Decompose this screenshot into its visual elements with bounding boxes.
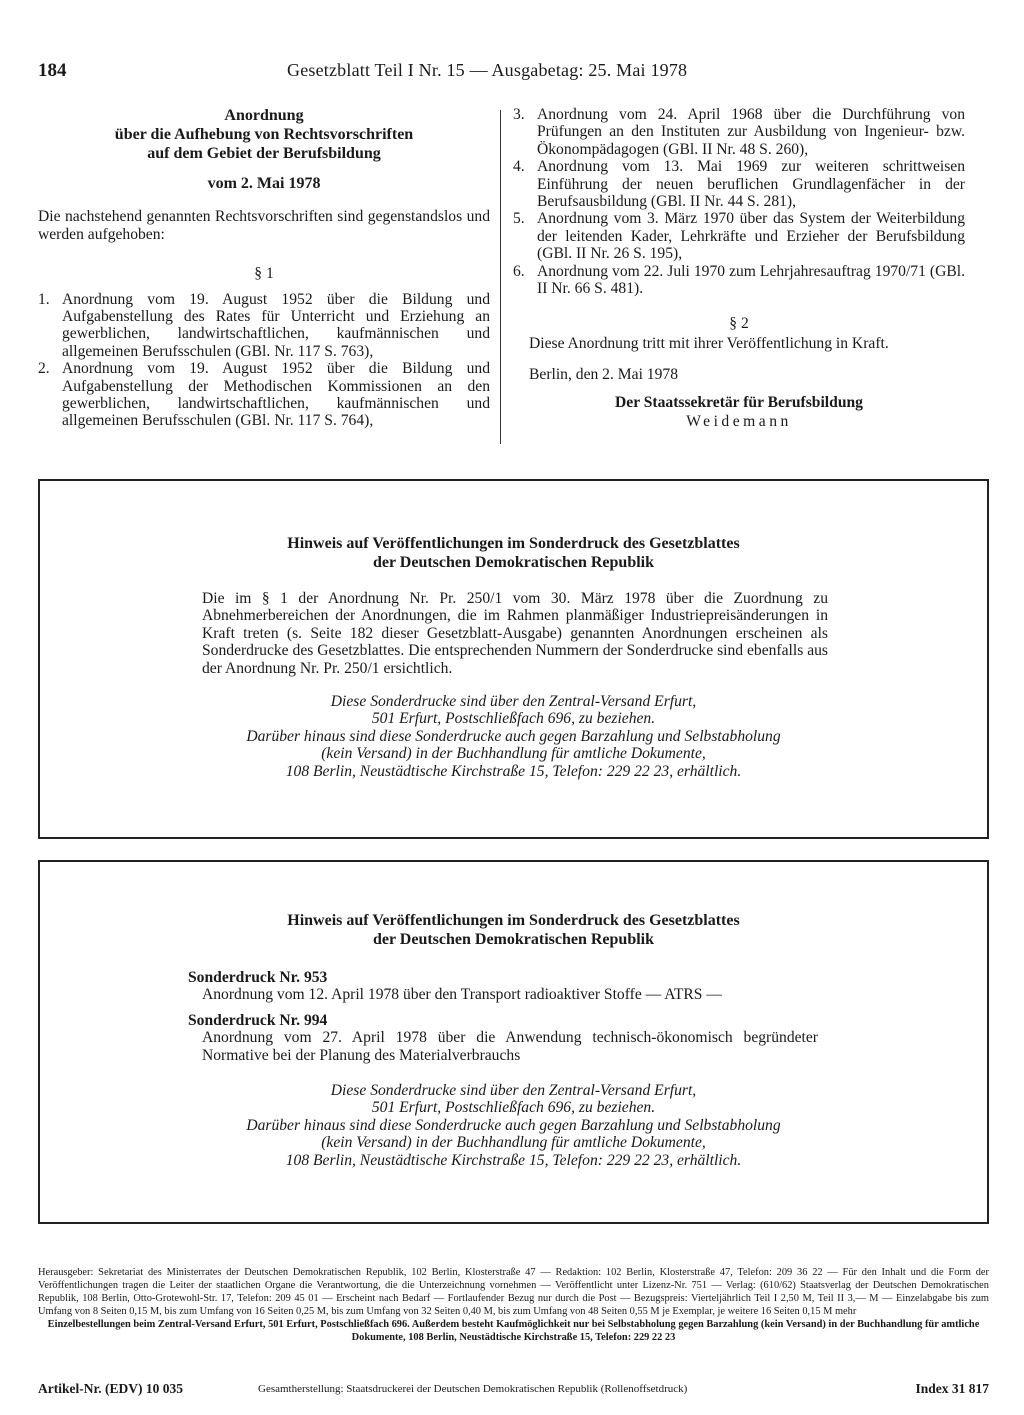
article-number: Artikel-Nr. (EDV) 10 035 [38, 1381, 183, 1396]
list-item-number: 6. [513, 262, 525, 280]
signatory-name: Weidemann [686, 413, 792, 431]
list-item-text: Anordnung vom 22. Juli 1970 zum Lehrjahresauftrag 1970/71 (GBl. II Nr. 66 S. 481). [537, 262, 965, 298]
ordinance-right-column [513, 106, 965, 431]
notice-1-heading [40, 534, 987, 572]
list-item [38, 360, 490, 430]
running-title: Gesetzblatt Teil I Nr. 15 — Ausgabetag: 25. Mai 1978 [287, 60, 688, 80]
page-number: 184 [38, 60, 67, 81]
list-item-number: 1. [38, 290, 50, 308]
special-print-1-label: Sonderdruck Nr. 953 [188, 969, 328, 986]
index-number: Index 31 817 [915, 1381, 989, 1396]
order-info-line: 501 Erfurt, Postschließfach 696, zu beziehen. [371, 710, 656, 728]
list-item-number: 5. [513, 210, 525, 228]
order-info-line: 108 Berlin, Neustädtische Kirchstraße 15, Telefon: 229 22 23, erhältlich. [285, 1151, 742, 1169]
notice-2-heading-line-1: Hinweis auf Veröffentlichungen im Sonderdruck des Gesetzblattes [287, 912, 740, 929]
notice-box-2 [38, 860, 989, 1224]
order-info-line: 108 Berlin, Neustädtische Kirchstraße 15, Telefon: 229 22 23, erhältlich. [285, 762, 742, 780]
order-info-line: 501 Erfurt, Postschließfach 696, zu beziehen. [371, 1099, 656, 1117]
imprint-text: Herausgeber: Sekretariat des Ministerrates der Deutschen Demokratischen Republik, 102 Berlin, Klosterstraße 47 — Redaktion: 102 Berlin, Klosterstraße 47, Telefon: 209 36 22 — Für den Inhalt und die Form der Veröffentlichungen tragen die Leiter der staatlichen Organe die Verantwortung, die die Unterzeichnung vornehmen — Veröffentlicht unter Lizenz-Nr. 751 — Verlag: (610/62) Staatsverlag der Deutschen Demokratischen Republik, 108 Berlin, Otto-Grotewohl-Str. 17, Telefon: 209 45 01 — Erscheint nach Bedarf — Fortlaufender Bezug nur durch die Post — Bezugspreis: Vierteljährlich Teil I 2,50 M, Teil II 3,— M — Einzelabgabe bis zum Umfang von 8 Seiten 0,15 M, bis zum Umfang von 16 Seiten 0,25 M, bis zum Umfang von 32 Seiten 0,40 M, bis zum Umfang von 48 Seiten 0,55 M je Exemplar, je weitere 16 Seiten 0,15 M mehr [38, 1267, 989, 1317]
list-item-number: 4. [513, 158, 525, 176]
place-date: Berlin, den 2. Mai 1978 [529, 366, 678, 384]
order-info-line: Darüber hinaus sind diese Sonderdrucke auch gegen Barzahlung und Selbstabholung [246, 1116, 781, 1134]
section-2-heading: § 2 [729, 315, 749, 333]
column-divider [500, 110, 501, 444]
section-2-text: Diese Anordnung tritt mit ihrer Veröffentlichung in Kraft. [529, 334, 889, 352]
ordinance-left-column [38, 106, 490, 430]
notice-1-body: Die im § 1 der Anordnung Nr. Pr. 250/1 vom 30. März 1978 über die Zuordnung zu Abnehmerbereichen der Anordnungen, die im Rahmen planmäßiger Industriepreisänderungen in Kraft treten (s. Seite 182 dieser Gesetzblatt-Ausgabe) genannten Anordnungen erscheinen als Sonderdrucke des Gesetzblattes. Die entsprechenden Nummern der Sonderdrucke sind ebenfalls aus der Anordnung Nr. Pr. 250/1 ersichtlich. [202, 590, 828, 677]
list-item [513, 263, 965, 298]
list-item-number: 3. [513, 106, 525, 123]
list-item [513, 158, 965, 210]
order-info-line: Diese Sonderdrucke sind über den Zentral-Versand Erfurt, [330, 693, 697, 711]
list-item [38, 291, 490, 361]
list-item [513, 210, 965, 262]
list-item-text: Anordnung vom 13. Mai 1969 zur weiteren schrittweisen Einführung der neuen beruflichen Grundlagenfächer in der Berufsausbildung (GBl. II Nr. 44 S. 281), [537, 158, 965, 211]
section-1-heading: § 1 [254, 265, 274, 283]
printer-note: Gesamtherstellung: Staatsdruckerei der Deutschen Demokratischen Republik (Rollenoffsetdruck) [258, 1383, 688, 1395]
special-print-1-text: Anordnung vom 12. April 1978 über den Transport radioaktiver Stoffe — ATRS — [202, 986, 722, 1004]
notice-1-order-info [40, 693, 987, 780]
ordinance-intro: Die nachstehend genannten Rechtsvorschriften sind gegenstandslos und werden aufgehoben: [38, 208, 490, 243]
ordinance-title-line-1: Anordnung [224, 107, 304, 124]
notice-1-heading-line-2: der Deutschen Demokratischen Republik [372, 554, 655, 571]
ordinance-date: vom 2. Mai 1978 [207, 175, 321, 192]
notice-2-heading-line-2: der Deutschen Demokratischen Republik [372, 931, 655, 948]
special-print-2-text: Anordnung vom 27. April 1978 über die Anwendung technisch-ökonomisch begründeter Normative bei der Planung des Materialverbrauchs [202, 1029, 818, 1064]
list-item-text: Anordnung vom 19. August 1952 über die Bildung und Aufgabenstellung des Rates für Unterricht und Erziehung an gewerblichen, landwirtschaftlichen, kaufmännischen und allgemeinen Berufsschulen (GBl. Nr. 117 S. 763), [62, 290, 490, 360]
list-item-text: Anordnung vom 3. März 1970 über das System der Weiterbildung der leitenden Kader, Lehrkräfte und Erzieher der Berufsbildung (GBl. II Nr. 26 S. 195), [537, 210, 965, 263]
notice-2-heading [40, 911, 987, 949]
imprint [38, 1266, 989, 1344]
ordinance-title [38, 106, 490, 163]
order-info-line: Darüber hinaus sind diese Sonderdrucke auch gegen Barzahlung und Selbstabholung [246, 727, 781, 745]
order-info-line: (kein Versand) in der Buchhandlung für amtliche Dokumente, [321, 1134, 706, 1152]
ordinance-title-line-3: auf dem Gebiet der Berufsbildung [147, 145, 381, 162]
list-item-text: Anordnung vom 24. April 1968 über die Durchführung von Prüfungen an den Instituten zur Ausbildung von Ingenieur- bzw. Ökonompädagogen (GBl. II Nr. 48 S. 260), [537, 106, 965, 158]
notice-box-1 [38, 479, 989, 839]
notice-2-special-prints [188, 969, 818, 1064]
notice-1-heading-line-1: Hinweis auf Veröffentlichungen im Sonderdruck des Gesetzblattes [287, 535, 740, 552]
list-item-number: 2. [38, 360, 50, 378]
signatory-title: Der Staatssekretär für Berufsbildung [615, 393, 863, 411]
special-print-2-label: Sonderdruck Nr. 994 [188, 1011, 328, 1029]
list-item-text: Anordnung vom 19. August 1952 über die Bildung und Aufgabenstellung der Methodischen Kommissionen an den gewerblichen, landwirtschaftlichen, kaufmännischen und allgemeinen Berufsschulen (GBl. Nr. 117 S. 764), [62, 360, 490, 430]
order-info-line: (kein Versand) in der Buchhandlung für amtliche Dokumente, [321, 745, 706, 763]
order-info-line: Diese Sonderdrucke sind über den Zentral-Versand Erfurt, [330, 1082, 697, 1100]
ordinance-title-line-2: über die Aufhebung von Rechtsvorschriften [114, 126, 414, 143]
notice-2-order-info [40, 1082, 987, 1169]
list-item [513, 106, 965, 158]
imprint-bold-text: Einzelbestellungen beim Zentral-Versand Erfurt, 501 Erfurt, Postschließfach 696. Außerdem besteht Kaufmöglichkeit nur bei Selbstabholung gegen Barzahlung (kein Versand) in der Buchhandlung für amtliche Dokumente, 108 Berlin, Neustädtische Kirchstraße 15, Telefon: 229 22 23 [47, 1319, 980, 1343]
repealed-list [38, 291, 490, 430]
